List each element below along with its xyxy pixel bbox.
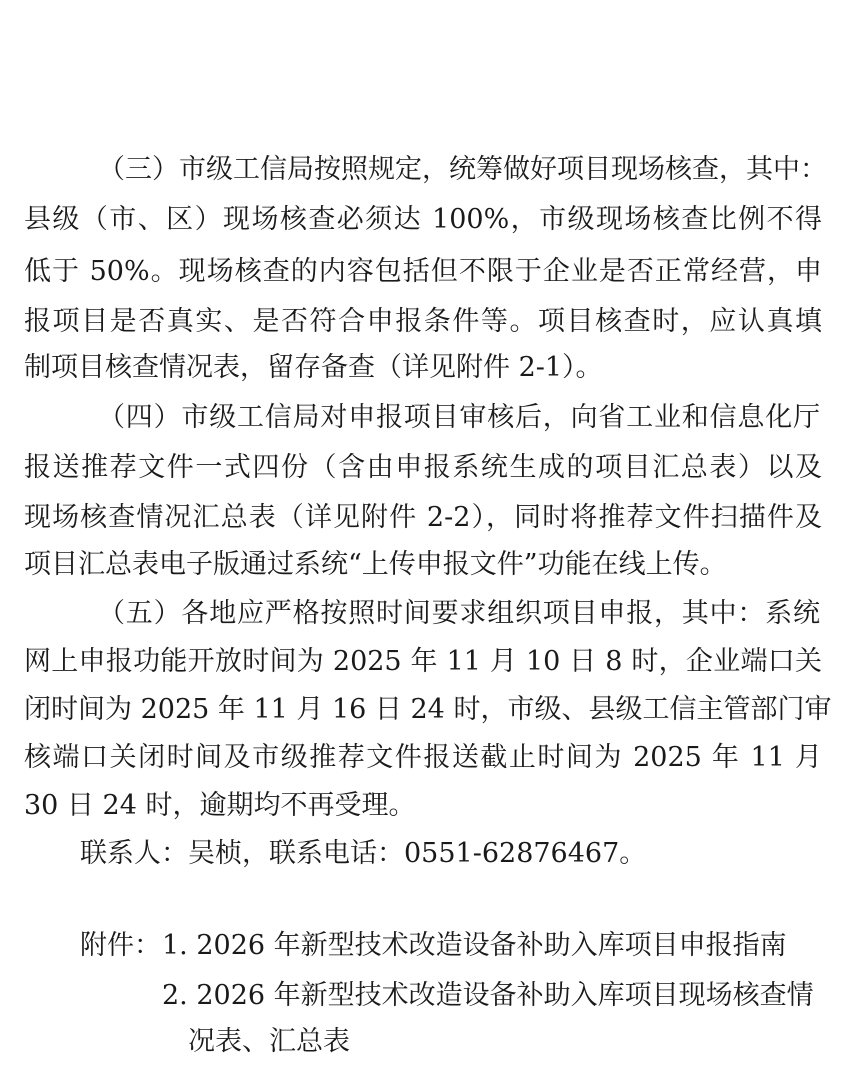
attachments-label: 附件： [80, 930, 161, 961]
section-4-line-4: 项目汇总表电子版通过系统“上传申报文件”功能在线上传。 [24, 549, 727, 580]
section-3-line-2: 县级（市、区）现场核查必须达 100%，市级现场核查比例不得 [24, 204, 822, 235]
attachment-item-2-line-1: 2. 2026 年新型技术改造设备补助入库项目现场核查情 [162, 980, 814, 1011]
section-3-line-3: 低于 50%。现场核查的内容包括但不限于企业是否正常经营，申 [24, 256, 822, 287]
section-3-line-5: 制项目核查情况表，留存备查（详见附件 2-1）。 [24, 352, 603, 383]
section-4-line-2: 报送推荐文件一式四份（含由申报系统生成的项目汇总表）以及 [24, 452, 822, 483]
section-4-line-3: 现场核查情况汇总表（详见附件 2-2），同时将推荐文件扫描件及 [24, 502, 822, 533]
section-3-line-4: 报项目是否真实、是否符合申报条件等。项目核查时，应认真填 [24, 306, 822, 337]
attachment-item-2-line-2: 况表、汇总表 [188, 1026, 350, 1057]
section-5-line-3: 闭时间为 2025 年 11 月 16 日 24 时，市级、县级工信主管部门审 [24, 694, 832, 725]
section-3-line-1: （三）市级工信局按照规定，统筹做好项目现场核查，其中： [98, 154, 827, 185]
section-5-line-2: 网上申报功能开放时间为 2025 年 11 月 10 日 8 时，企业端口关 [24, 646, 822, 677]
section-5-line-1: （五）各地应严格按照时间要求组织项目申报，其中：系统 [98, 598, 820, 629]
section-4-line-1: （四）市级工信局对申报项目审核后，向省工业和信息化厅 [98, 402, 820, 433]
section-5-line-4: 核端口关闭时间及市级推荐文件报送截止时间为 2025 年 11 月 [24, 742, 822, 773]
attachment-item-1: 1. 2026 年新型技术改造设备补助入库项目申报指南 [162, 930, 787, 961]
section-5-line-5: 30 日 24 时，逾期均不再受理。 [24, 790, 416, 821]
contact-line: 联系人：吴桢，联系电话：0551-62876467。 [80, 838, 647, 869]
